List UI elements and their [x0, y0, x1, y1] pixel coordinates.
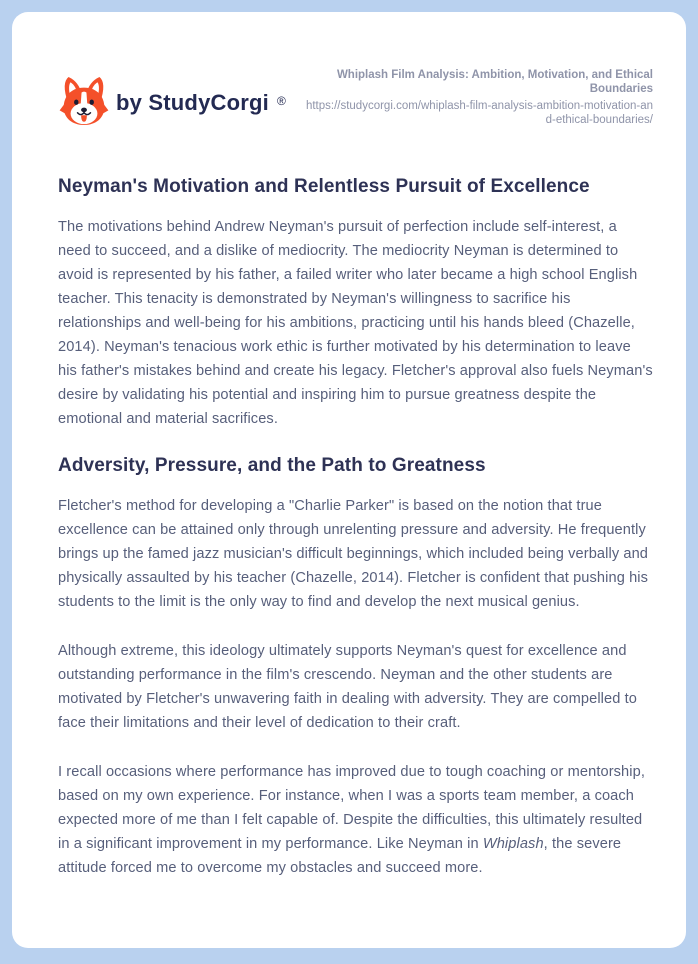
paragraph: I recall occasions where performance has improved due to tough coaching or mentorship, based on my own experience. For instance, when I was a sports team member, a coach expected more of me than I felt capable of. Despite the difficulties, this ultimately resulted in a significant improvement in my performance. Like Neyman in Whiplash, the severe attitude forced me to overcome my obstacles and succeed more.	[58, 764, 645, 876]
document-meta	[301, 64, 653, 127]
paragraph: Fletcher's method for developing a "Charlie Parker" is based on the notion that true excellence can be attained only through unrelenting pressure and adversity. He frequently brings up the famed jazz musician's difficult beginnings, which included being verbally and physically assaulted by his teacher (Chazelle, 2014). Fletcher is confident that pushing his students to the limit is the only way to find and develop the next musical genius.	[58, 498, 649, 610]
paragraph: The motivations behind Andrew Neyman's pursuit of perfection include self-interest, a need to succeed, and a dislike of mediocrity. The mediocrity Neyman is determined to avoid is represented by his father, a failed writer who later became a high school English teacher. This tenacity is demonstrated by Neyman's willingness to sacrifice his relationships and well-being for his ambitions, practicing until his hands bleed (Chazelle, 2014). Neyman's tenacious work ethic is further motivated by his determination to leave his father's mistakes behind and create his legacy. Fletcher's approval also fuels Neyman's desire by validating his potential and inspiring him to pursue greatness despite the emotional and material sacrifices.	[58, 219, 653, 427]
document-header	[58, 64, 653, 132]
registered-trademark-symbol: ®	[276, 94, 286, 108]
document-url: https://studycorgi.com/whiplash-film-analysis-ambition-motivation-and-ethical-boundaries/	[305, 100, 653, 126]
document-card	[12, 12, 686, 948]
paragraph: Although extreme, this ideology ultimately supports Neyman's quest for excellence and outstanding performance in the film's crescendo. Neyman and the other students are motivated by Fletcher's unwavering faith in dealing with adversity. They are compelled to face their limitations and their level of dedication to their craft.	[58, 643, 637, 731]
section-adversity-pressure	[58, 455, 653, 880]
document-title: Whiplash Film Analysis: Ambition, Motivation, and Ethical Boundaries	[336, 69, 653, 95]
section-heading: Neyman's Motivation and Relentless Pursuit of Excellence	[58, 176, 590, 197]
corgi-face-icon	[58, 74, 110, 132]
page	[0, 12, 698, 948]
brand	[58, 64, 286, 132]
brand-name: by StudyCorgi	[116, 90, 269, 115]
section-neyman-motivation	[58, 176, 653, 431]
section-heading: Adversity, Pressure, and the Path to Greatness	[58, 455, 486, 476]
document-body	[58, 176, 653, 880]
